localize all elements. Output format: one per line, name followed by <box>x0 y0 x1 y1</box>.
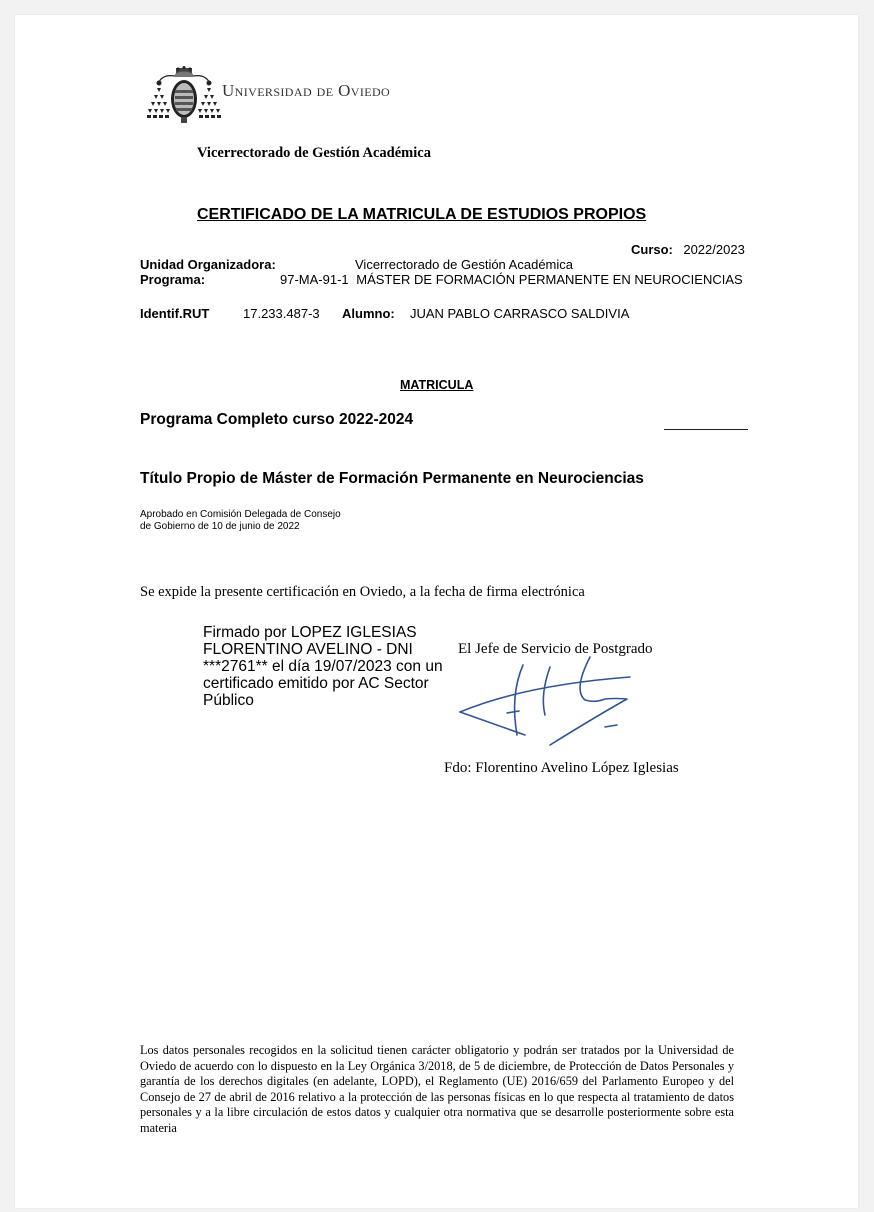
department-name: Vicerrectorado de Gestión Académica <box>197 145 431 161</box>
rut-label: Identif.RUT <box>140 306 210 321</box>
e-signature-line: FLORENTINO AVELINO - DNI <box>203 641 413 658</box>
handwritten-signature <box>455 655 635 750</box>
curso-label: Curso: <box>631 242 673 257</box>
university-crest-logo <box>145 66 223 126</box>
approval-note <box>140 509 341 533</box>
signer-role: El Jefe de Servicio de Postgrado <box>458 641 653 657</box>
signed-by: Fdo: Florentino Avelino López Iglesias <box>444 760 679 776</box>
program-line: Programa Completo curso 2022-2024 <box>140 411 414 428</box>
degree-title: Título Propio de Máster de Formación Permanente en Neurociencias <box>140 470 644 487</box>
unidad-value: Vicerrectorado de Gestión Académica <box>355 257 573 272</box>
alumno-label: Alumno: <box>342 306 395 321</box>
e-signature-line: Público <box>203 692 254 709</box>
document-page <box>15 15 858 1208</box>
rut-value: 17.233.487-3 <box>243 306 320 321</box>
e-signature-line: certificado emitido por AC Sector <box>203 675 429 692</box>
legal-notice-text: Los datos personales recogidos en la solicitud tienen carácter obligatorio y podrán ser tratados por la Universidad de Oviedo de acuerdo con lo dispuesto en la Ley Orgánica 3/2018, de 5 de diciembre, de Protección de Datos Personales y garantía de los derechos digitales (en adelante, LOPD), el Reglamento (UE) 2016/659 del Parlamento Europeo y del Consejo de 27 de abril de 2016 relativo a la protección de las personas físicas en lo que respecta al tratamiento de datos personales y a la libre circulación de estos datos y cualquier otra normativa que se desarrolle posteriormente sobre esta materia <box>140 1043 734 1135</box>
alumno-value: JUAN PABLO CARRASCO SALDIVIA <box>410 306 630 321</box>
curso-value: 2022/2023 <box>683 242 745 257</box>
matricula-heading: MATRICULA <box>400 378 474 392</box>
e-signature-line: Firmado por LOPEZ IGLESIAS <box>203 624 417 641</box>
unidad-label: Unidad Organizadora: <box>140 257 276 272</box>
programa-code: 97-MA-91-1 <box>280 272 349 287</box>
document-title: CERTIFICADO DE LA MATRICULA DE ESTUDIOS PROPIOS <box>197 206 647 223</box>
curso-row <box>631 241 745 259</box>
data-protection-notice <box>140 1043 734 1136</box>
blank-underline <box>664 429 748 430</box>
programa-label: Programa: <box>140 272 206 287</box>
electronic-signature-block <box>203 624 473 709</box>
e-signature-line: ***2761** el día 19/07/2023 con un <box>203 658 443 675</box>
programa-name: MÁSTER DE FORMACIÓN PERMANENTE EN NEUROCIENCIAS <box>356 272 743 287</box>
programa-value <box>280 272 743 287</box>
issued-statement: Se expide la presente certificación en Oviedo, a la fecha de firma electrónica <box>140 584 585 600</box>
approval-line-1: Aprobado en Comisión Delegada de Consejo <box>140 509 341 520</box>
approval-line-2: de Gobierno de 10 de junio de 2022 <box>140 521 300 532</box>
institution-name: Universidad de Oviedo <box>222 81 391 100</box>
